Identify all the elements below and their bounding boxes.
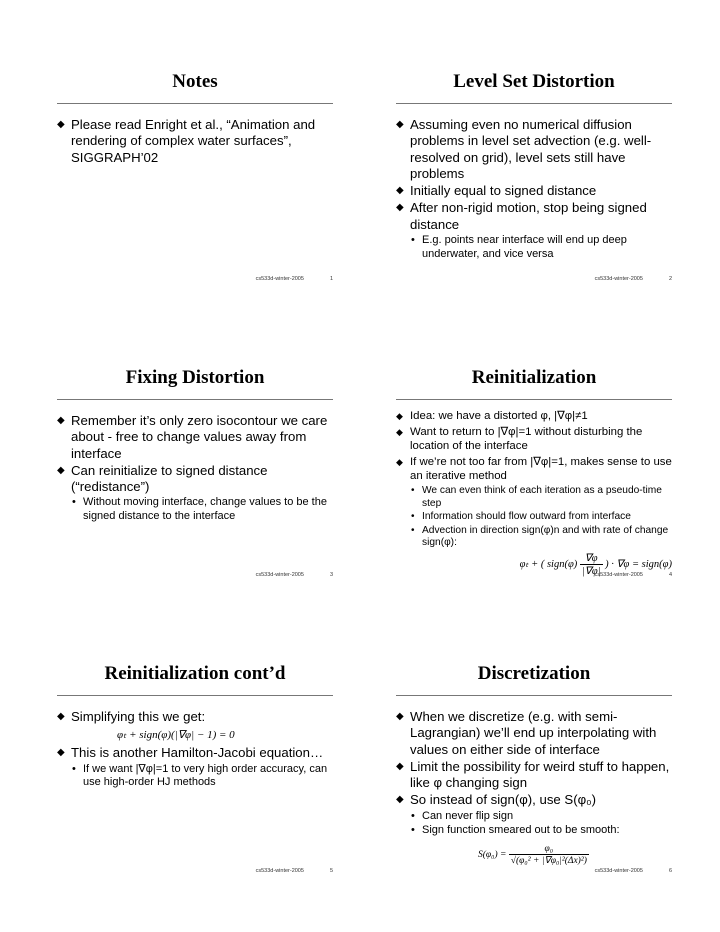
slide-title: Notes	[172, 71, 218, 92]
slide-footer: cs533d-winter-2005 4	[594, 572, 672, 578]
sub-bullet: • E.g. points near interface will end up deep underwater, and vice versa	[411, 234, 627, 260]
bullet: ◆ Initially equal to signed distance	[396, 183, 597, 199]
slide-2	[396, 70, 672, 290]
bullet: ◆ If we’re not too far from |∇φ|=1, makes sense to use an iterative method	[396, 456, 672, 482]
slide-footer: cs533d-winter-2005 3	[255, 572, 333, 578]
sub-bullet: • If we want |∇φ|=1 to very high order accuracy, can use high-order HJ methods	[72, 762, 328, 789]
title-rule	[396, 103, 672, 104]
slide-1	[57, 70, 333, 290]
slide-footer: cs533d-winter-2005 5	[255, 868, 333, 874]
dot-bullet-icon: •	[411, 524, 415, 536]
bullet: ◆ So instead of sign(φ), use S(φ₀)	[396, 792, 597, 808]
slide-footer: cs533d-winter-2005 1	[255, 276, 333, 282]
dot-bullet-icon: •	[411, 824, 415, 837]
diamond-bullet-icon: ◆	[396, 119, 404, 130]
page-number: 2	[668, 276, 672, 282]
sub-bullet: • We can even think of each iteration as a pseudo-time step	[411, 485, 662, 509]
slide-body	[396, 709, 672, 866]
slide-4	[396, 366, 672, 586]
bullet: ◆ Can reinitialize to signed distance (“redistance”)	[57, 462, 268, 495]
page-number: 5	[329, 868, 333, 874]
slide-footer: cs533d-winter-2005 6	[594, 868, 672, 874]
diamond-bullet-icon: ◆	[396, 185, 404, 197]
diamond-bullet-icon: ◆	[396, 711, 404, 722]
diamond-bullet-icon: ◆	[396, 794, 404, 806]
equation-fraction: $\frac{\text{φ₀}}{\text{√(φ₀² + |∇φ₀|²(Δx)²)}}$	[510, 843, 587, 866]
dot-bullet-icon: •	[411, 511, 415, 522]
bullet: ◆ This is another Hamilton-Jacobi equation…	[57, 745, 324, 761]
dot-bullet-icon: •	[72, 496, 76, 509]
slide-title: Reinitialization cont’d	[104, 663, 286, 684]
sub-bullet: • Information should flow outward from interface	[411, 511, 631, 522]
bullet: ◆ After non-rigid motion, stop being signed distance	[396, 200, 647, 232]
diamond-bullet-icon: ◆	[57, 747, 65, 759]
diamond-bullet-icon: ◆	[396, 202, 404, 214]
page-number: 6	[668, 868, 672, 874]
bullet: ◆ Limit the possibility for weird stuff to happen, like φ changing sign	[396, 758, 670, 791]
dot-bullet-icon: •	[411, 234, 415, 247]
diamond-bullet-icon: ◆	[57, 415, 65, 426]
hamilton-jacobi-equation: φₜ + sign(φ)(|∇φ| − 1) = 0	[117, 729, 235, 742]
bullet: ◆ Please read Enright et al., “Animation and rendering of complex water surfaces”, SIGGRAPH’02	[57, 117, 316, 165]
bullet: ◆ Assuming even no numerical diffusion problems in level set advection (e.g. well-resolved on grid), level sets still have problems	[396, 117, 652, 181]
bullet: ◆ Idea: we have a distorted φ, |∇φ|≠1	[396, 410, 588, 422]
diamond-bullet-icon: ◆	[57, 119, 65, 130]
slide-title: Discretization	[477, 663, 591, 684]
slide-footer: cs533d-winter-2005 2	[594, 276, 672, 282]
bullet: ◆ Simplifying this we get:	[57, 709, 206, 724]
slide-6	[396, 662, 672, 882]
bullet: ◆ Want to return to |∇φ|=1 without disturbing the location of the interface	[396, 426, 643, 452]
diamond-bullet-icon: ◆	[396, 457, 403, 467]
slide-title: Level Set Distortion	[453, 71, 615, 92]
slide-body	[396, 117, 672, 262]
page-number: 4	[668, 572, 672, 578]
slide-title: Reinitialization	[471, 367, 597, 388]
slide-body	[57, 117, 333, 167]
page-number: 3	[329, 572, 333, 578]
sub-bullet: • Advection in direction sign(φ)n and with rate of change sign(φ):	[411, 524, 669, 548]
sub-bullet: • Can never flip sign	[411, 809, 514, 822]
slide-body	[57, 413, 333, 524]
title-rule	[57, 695, 333, 696]
diamond-bullet-icon: ◆	[57, 464, 65, 476]
diamond-bullet-icon: ◆	[396, 411, 403, 421]
slide-body	[396, 409, 672, 577]
advection-equation: φₜ + ( sign(φ) $\frac{\nabla\varphi}{|\nabla\varphi|}$ ) · ∇φ = sign(φ)	[519, 552, 672, 577]
slide-3	[57, 366, 333, 586]
bullet: ◆ Remember it’s only zero isocontour we care about - free to change values away from interface	[57, 413, 328, 461]
title-rule	[57, 399, 333, 400]
title-rule	[396, 399, 672, 400]
slide-5	[57, 662, 333, 882]
dot-bullet-icon: •	[411, 809, 415, 822]
slide-body	[57, 709, 333, 791]
diamond-bullet-icon: ◆	[396, 427, 403, 437]
title-rule	[57, 103, 333, 104]
dot-bullet-icon: •	[72, 762, 76, 775]
diamond-bullet-icon: ◆	[57, 711, 65, 722]
smeared-sign-equation: S(φ₀) = $\frac{\text{φ₀}}{\text{√(φ₀² + |∇φ₀|²(Δx)²)}}$	[478, 843, 587, 866]
dot-bullet-icon: •	[411, 485, 415, 496]
equation-fraction: $\frac{\nabla\varphi}{|\nabla\varphi|}$	[581, 552, 601, 577]
page-number: 1	[329, 276, 333, 282]
bullet: ◆ When we discretize (e.g. with semi-Lagrangian) we’ll end up interpolating with values on either side of interface	[396, 709, 657, 757]
slide-title: Fixing Distortion	[125, 367, 265, 388]
title-rule	[396, 695, 672, 696]
sub-bullet: • Sign function smeared out to be smooth:	[411, 824, 620, 837]
diamond-bullet-icon: ◆	[396, 760, 404, 772]
sub-bullet: • Without moving interface, change values to be the signed distance to the interface	[72, 496, 327, 522]
